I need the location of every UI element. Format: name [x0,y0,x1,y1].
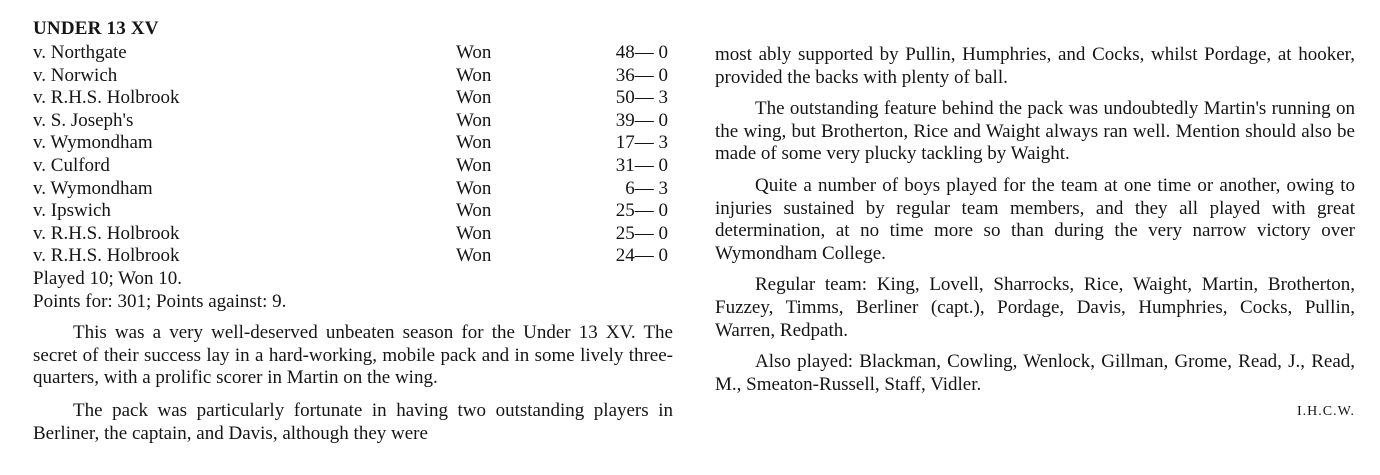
match-score: 50— 3 [615,87,668,109]
match-result: Won [456,222,492,244]
result-row [33,200,673,223]
right-column [715,44,1355,421]
opponent: v. Norwich [33,64,118,86]
match-score: 6— 3 [625,177,668,199]
points-summary: Points for: 301; Points against: 9. [33,290,287,312]
match-score: 36— 0 [615,64,668,86]
opponent: v. Wymondham [33,177,153,199]
result-row [33,110,673,133]
opponent: v. R.H.S. Holbrook [33,245,180,267]
match-result: Won [456,245,492,267]
regular-team-paragraph: Regular team: King, Lovell, Sharrocks, Rice, Waight, Martin, Brotherton, Fuzzey, Timms, Berliner (capt.), Pordage, Davis, Humphries, Cocks, Pullin, Warren, Redpath. [715,274,1355,341]
body-paragraph: The outstanding feature behind the pack was undoubtedly Martin's running on the wing, but Brotherton, Rice and Waight always ran well. Mention should also be made of some very plucky tackling by Waight. [715,98,1355,165]
body-paragraph: Quite a number of boys played for the team at one time or another, owing to injuries sustained by regular team members, and they all played with great determination, at no time more so than during the very narrow victory over Wymondham College. [715,174,1355,264]
match-score: 24— 0 [615,245,668,267]
result-row [33,155,673,178]
result-row [33,65,673,88]
result-row [33,87,673,110]
match-score: 25— 0 [615,222,668,244]
match-result: Won [456,200,492,222]
left-column [33,18,673,445]
match-result: Won [456,87,492,109]
match-result: Won [456,109,492,131]
result-row [33,178,673,201]
result-row [33,245,673,268]
result-row [33,223,673,246]
match-score: 39— 0 [615,109,668,131]
match-result: Won [456,154,492,176]
author-initials: I.H.C.W. [1296,404,1355,420]
result-row [33,42,673,65]
match-score: 48— 0 [615,42,668,63]
body-paragraph: The pack was particularly fortunate in having two outstanding players in Berliner, the captain, and Davis, although they were [33,399,673,444]
opponent: v. S. Joseph's [33,109,134,131]
opponent: v. Wymondham [33,132,153,154]
match-result: Won [456,132,492,154]
opponent: v. R.H.S. Holbrook [33,222,180,244]
opponent: v. Culford [33,154,110,176]
match-result: Won [456,177,492,199]
body-paragraph: most ably supported by Pullin, Humphries, and Cocks, whilst Pordage, at hooker, provided the backs with plenty of ball. [715,44,1355,88]
match-score: 25— 0 [615,200,668,222]
also-played-paragraph: Also played: Blackman, Cowling, Wenlock, Gillman, Grome, Read, J., Read, M., Smeaton-Russell, Staff, Vidler. [715,351,1355,395]
opponent: v. R.H.S. Holbrook [33,87,180,109]
match-result: Won [456,64,492,86]
match-score: 31— 0 [615,154,668,176]
results-table [33,42,673,268]
match-score: 17— 3 [615,132,668,154]
opponent: v. Ipswich [33,200,111,222]
result-row [33,132,673,155]
played-summary: Played 10; Won 10. [33,267,183,289]
section-heading: UNDER 13 XV [33,18,159,39]
body-paragraph: This was a very well-deserved unbeaten season for the Under 13 XV. The secret of their success lay in a hard-working, mobile pack and in some lively three-quarters, with a prolific scorer in Martin on the wing. [33,322,673,389]
opponent: v. Northgate [33,42,127,63]
match-result: Won [456,42,492,63]
